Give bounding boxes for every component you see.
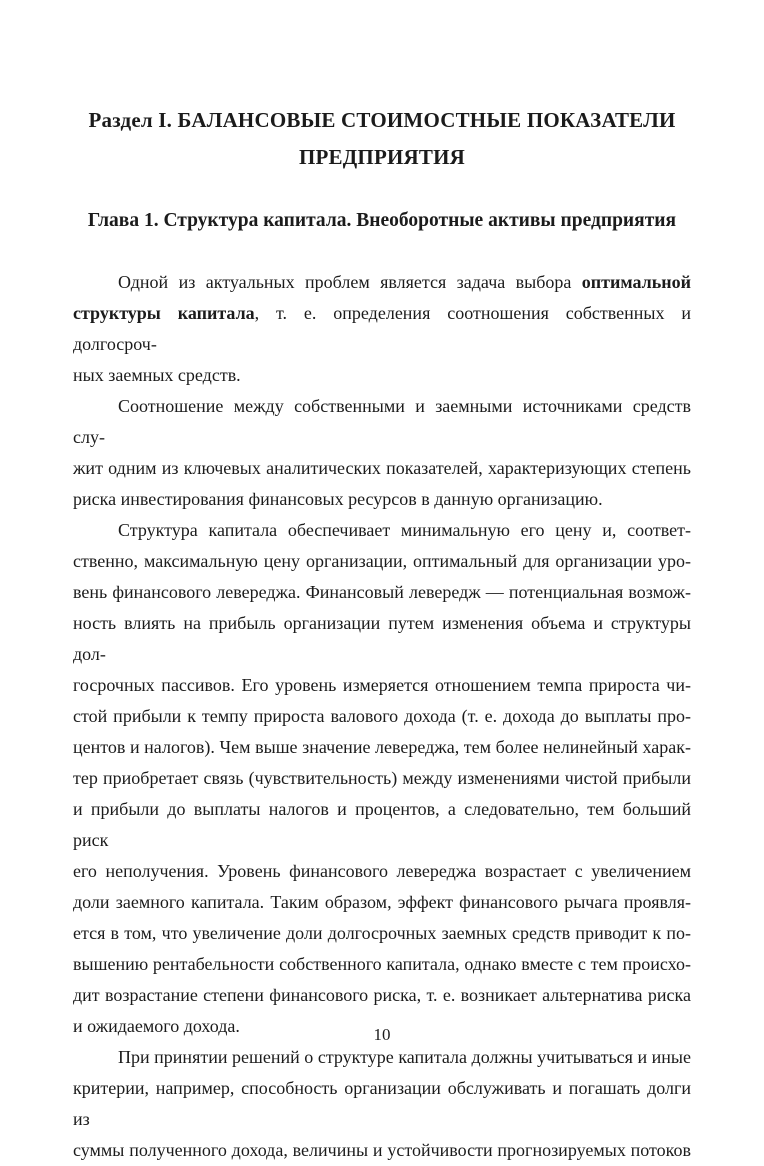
text-segment: Структура капитала обеспечивает минимальную его цену и, соответ- bbox=[118, 520, 691, 540]
text-line bbox=[73, 887, 691, 918]
text-segment: стой прибыли к темпу прироста валового дохода (т. е. дохода до выплаты про- bbox=[73, 706, 691, 726]
text-segment: вышению рентабельности собственного капитала, однако вместе с тем происхо- bbox=[73, 954, 691, 974]
section-title-line-2: ПРЕДПРИЯТИЯ bbox=[299, 145, 465, 169]
text-line bbox=[73, 515, 691, 546]
text-segment: жит одним из ключевых аналитических показателей, характеризующих степень bbox=[73, 458, 691, 478]
text-line bbox=[73, 794, 691, 856]
text-line bbox=[73, 484, 691, 515]
text-line bbox=[73, 949, 691, 980]
text-segment: ственно, максимальную цену организации, оптимальный для организации уро- bbox=[73, 551, 691, 571]
bold-text: оптимальной bbox=[581, 272, 691, 292]
text-segment: госрочных пассивов. Его уровень измеряется отношением темпа прироста чи- bbox=[73, 675, 691, 695]
text-line bbox=[73, 1073, 691, 1135]
text-segment: ность влиять на прибыль организации путем изменения объема и структуры дол- bbox=[73, 613, 691, 664]
text-line bbox=[73, 577, 691, 608]
text-line bbox=[73, 856, 691, 887]
text-line bbox=[73, 453, 691, 484]
text-line bbox=[73, 360, 691, 391]
text-segment: , т. е. определения соотношения собственных и долгосроч- bbox=[73, 303, 691, 354]
text-line bbox=[73, 701, 691, 732]
page-number: 10 bbox=[373, 1025, 391, 1044]
paragraph bbox=[73, 267, 691, 391]
text-segment: риска инвестирования финансовых ресурсов в данную организацию. bbox=[73, 489, 603, 509]
paragraph bbox=[73, 515, 691, 1042]
text-segment: и прибыли до выплаты налогов и процентов, а следовательно, тем больший риск bbox=[73, 799, 691, 850]
text-segment: дит возрастание степени финансового риска, т. е. возникает альтернатива риска bbox=[73, 985, 691, 1005]
text-segment: центов и налогов). Чем выше значение левереджа, тем более нелинейный харак- bbox=[73, 737, 691, 757]
text-line bbox=[73, 980, 691, 1011]
text-segment: Одной из актуальных проблем является задача выбора bbox=[118, 272, 582, 292]
text-segment: его неполучения. Уровень финансового левереджа возрастает с увеличением bbox=[73, 861, 691, 881]
text-segment: суммы полученного дохода, величины и устойчивости прогнозируемых потоков bbox=[73, 1140, 691, 1160]
section-title bbox=[73, 102, 691, 176]
text-segment: ных заемных средств. bbox=[73, 365, 241, 385]
text-line bbox=[73, 267, 691, 298]
bold-text: структуры капитала bbox=[73, 303, 255, 323]
text-segment: доли заемного капитала. Таким образом, эффект финансового рычага проявля- bbox=[73, 892, 691, 912]
text-line bbox=[73, 391, 691, 453]
text-line bbox=[73, 670, 691, 701]
text-segment: При принятии решений о структуре капитала должны учитываться и иные bbox=[118, 1047, 691, 1067]
text-line bbox=[73, 918, 691, 949]
text-line bbox=[73, 732, 691, 763]
text-segment: вень финансового левереджа. Финансовый левередж — потенциальная возмож- bbox=[73, 582, 691, 602]
text-line bbox=[73, 763, 691, 794]
text-segment: Соотношение между собственными и заемными источниками средств слу- bbox=[73, 396, 691, 447]
section-title-line-1: Раздел I. БАЛАНСОВЫЕ СТОИМОСТНЫЕ ПОКАЗАТЕЛИ bbox=[88, 108, 676, 132]
text-line bbox=[73, 546, 691, 577]
text-segment: критерии, например, способность организации обслуживать и погашать долги из bbox=[73, 1078, 691, 1129]
chapter-title: Глава 1. Структура капитала. Внеоборотные активы предприятия bbox=[87, 210, 677, 231]
text-line bbox=[73, 1135, 691, 1166]
paragraph bbox=[73, 1042, 691, 1166]
text-line bbox=[73, 608, 691, 670]
paragraph bbox=[73, 391, 691, 515]
text-segment: ется в том, что увеличение доли долгосрочных заемных средств приводит к по- bbox=[73, 923, 691, 943]
text-line bbox=[73, 298, 691, 360]
text-segment: и ожидаемого дохода. bbox=[73, 1016, 240, 1036]
text-segment: тер приобретает связь (чувствительность) между изменениями чистой прибыли bbox=[73, 768, 691, 788]
